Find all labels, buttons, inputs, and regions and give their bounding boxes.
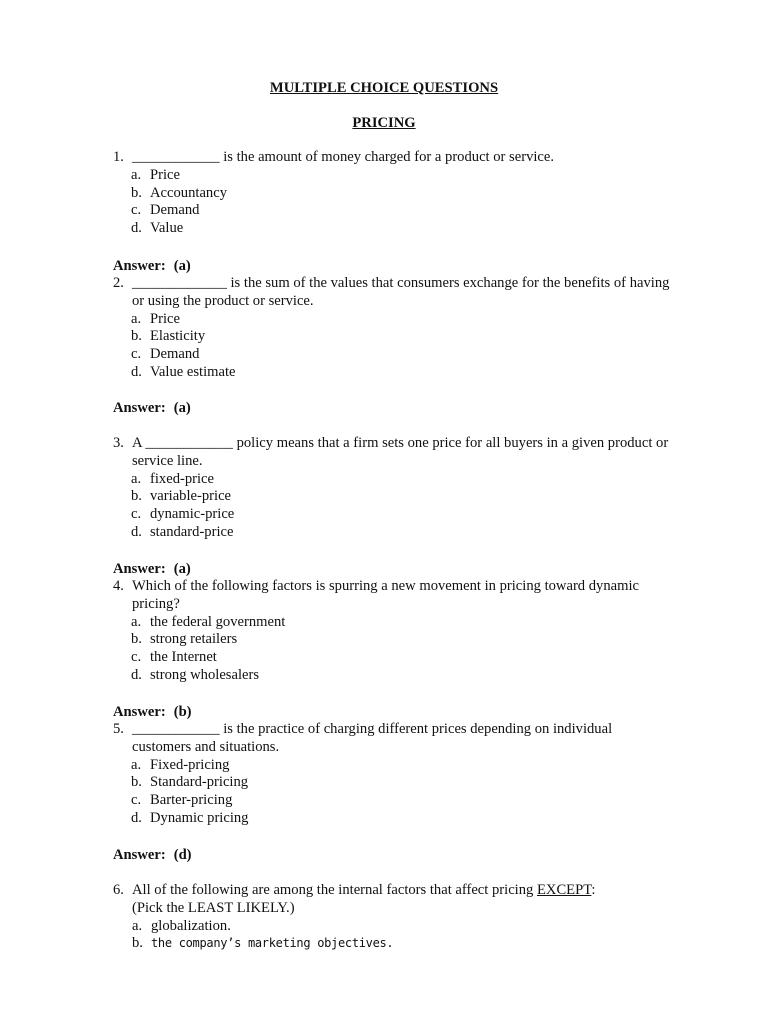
option-letter: c.: [131, 792, 142, 809]
option-text: Price: [150, 310, 180, 327]
option-letter: a.: [132, 917, 143, 934]
option-item: [131, 311, 673, 329]
question-stem: [113, 882, 673, 900]
option-letter: b.: [131, 488, 142, 505]
question-number: 5.: [113, 721, 124, 737]
option-list: [113, 167, 673, 238]
option-item: [131, 364, 673, 382]
question-text: ____________ is the practice of charging different prices depending on individual customers and situations.: [132, 721, 613, 755]
option-text: strong retailers: [150, 631, 238, 648]
answer-label: Answer:: [113, 400, 166, 416]
question-6: [113, 882, 673, 953]
option-letter: d.: [131, 809, 142, 826]
option-text: Price: [150, 166, 180, 183]
option-item: [131, 757, 673, 775]
question-stem: [113, 149, 673, 167]
question-stem-line-2: [113, 900, 673, 918]
option-list: [113, 614, 673, 685]
option-letter: a.: [131, 756, 142, 773]
question-number: 2.: [113, 275, 124, 291]
option-item: [131, 488, 673, 506]
option-list: [113, 918, 673, 954]
option-letter: b.: [131, 774, 142, 791]
question-number: 6.: [113, 882, 124, 898]
option-text: Barter-pricing: [150, 792, 233, 809]
option-text: Value: [150, 220, 184, 237]
option-text: Fixed-pricing: [150, 756, 230, 773]
option-item: [131, 631, 673, 649]
option-text: dynamic-price: [150, 506, 235, 523]
option-list: [113, 471, 673, 542]
option-text: Dynamic pricing: [150, 809, 249, 826]
question-number: 4.: [113, 578, 124, 594]
option-letter: d.: [131, 666, 142, 683]
option-item: [131, 185, 673, 203]
question-stem: [113, 578, 673, 614]
question-text: Which of the following factors is spurring a new movement in pricing toward dynamic pricing?: [132, 578, 640, 612]
option-text: Elasticity: [150, 328, 206, 345]
option-item: [131, 346, 673, 364]
question-2: [113, 275, 673, 382]
question-text: _____________ is the sum of the values that consumers exchange for the benefits of having or using the product or service.: [132, 275, 670, 309]
question-text: ____________ is the amount of money charged for a product or service.: [132, 149, 555, 165]
answer-5: [113, 847, 192, 864]
option-letter: c.: [131, 649, 142, 666]
option-letter: c.: [131, 506, 142, 523]
option-item: [131, 667, 673, 685]
question-3: [113, 435, 673, 542]
option-text: fixed-price: [150, 470, 215, 487]
option-item: [131, 614, 673, 632]
question-number: 3.: [113, 435, 124, 451]
option-item: [131, 167, 673, 185]
question-emphasis: EXCEPT: [536, 882, 592, 898]
option-item: [131, 471, 673, 489]
option-letter: a.: [131, 166, 142, 183]
answer-label: Answer:: [113, 561, 166, 577]
option-letter: c.: [131, 346, 142, 363]
option-item: [131, 524, 673, 542]
option-letter: b.: [132, 935, 143, 952]
answer-label: Answer:: [113, 258, 166, 274]
option-letter: b.: [131, 631, 142, 648]
answer-value: (d): [173, 847, 192, 863]
option-text: strong wholesalers: [150, 666, 260, 683]
option-item: [131, 220, 673, 238]
option-text: Standard-pricing: [150, 774, 249, 791]
answer-1: [113, 258, 191, 275]
option-text: the company’s marketing objectives.: [151, 936, 394, 951]
option-item: [131, 506, 673, 524]
option-text: Demand: [150, 346, 200, 363]
document-title: MULTIPLE CHOICE QUESTIONS: [269, 80, 499, 96]
option-letter: d.: [131, 523, 142, 540]
answer-label: Answer:: [113, 847, 166, 863]
option-item: [132, 935, 673, 953]
option-text: Value estimate: [150, 363, 236, 380]
option-text: Demand: [150, 202, 200, 219]
answer-4: [113, 704, 192, 721]
option-letter: d.: [131, 363, 142, 380]
option-list: [113, 311, 673, 382]
question-5: [113, 721, 673, 828]
question-instruction: (Pick the LEAST LIKELY.): [132, 899, 295, 916]
option-letter: a.: [131, 310, 142, 327]
option-list: [113, 757, 673, 828]
answer-value: (a): [173, 561, 191, 577]
option-text: variable-price: [150, 488, 232, 505]
question-stem: [113, 721, 673, 757]
option-item: [131, 328, 673, 346]
option-letter: a.: [131, 613, 142, 630]
option-letter: a.: [131, 470, 142, 487]
question-stem: [113, 275, 673, 311]
option-letter: c.: [131, 202, 142, 219]
option-item: [132, 918, 673, 936]
option-item: [131, 649, 673, 667]
option-text: the federal government: [150, 613, 286, 630]
option-letter: b.: [131, 184, 142, 201]
question-number: 1.: [113, 149, 124, 165]
option-text: standard-price: [150, 523, 234, 540]
answer-3: [113, 561, 191, 578]
option-text: globalization.: [151, 917, 231, 934]
document-subtitle: PRICING: [352, 115, 416, 131]
question-stem: [113, 435, 673, 471]
question-text: All of the following are among the internal factors that affect pricing: [132, 882, 537, 898]
answer-2: [113, 400, 191, 417]
question-text-end: :: [591, 882, 596, 898]
answer-label: Answer:: [113, 704, 166, 720]
answer-value: (b): [173, 704, 192, 720]
question-1: [113, 149, 673, 238]
answer-value: (a): [173, 400, 191, 416]
option-item: [131, 774, 673, 792]
question-4: [113, 578, 673, 685]
option-letter: b.: [131, 328, 142, 345]
option-text: Accountancy: [150, 184, 227, 201]
option-item: [131, 202, 673, 220]
option-letter: d.: [131, 220, 142, 237]
option-text: the Internet: [150, 649, 217, 666]
option-item: [131, 792, 673, 810]
answer-value: (a): [173, 258, 191, 274]
option-item: [131, 810, 673, 828]
question-text: A ____________ policy means that a firm sets one price for all buyers in a given product or service line.: [132, 435, 669, 469]
